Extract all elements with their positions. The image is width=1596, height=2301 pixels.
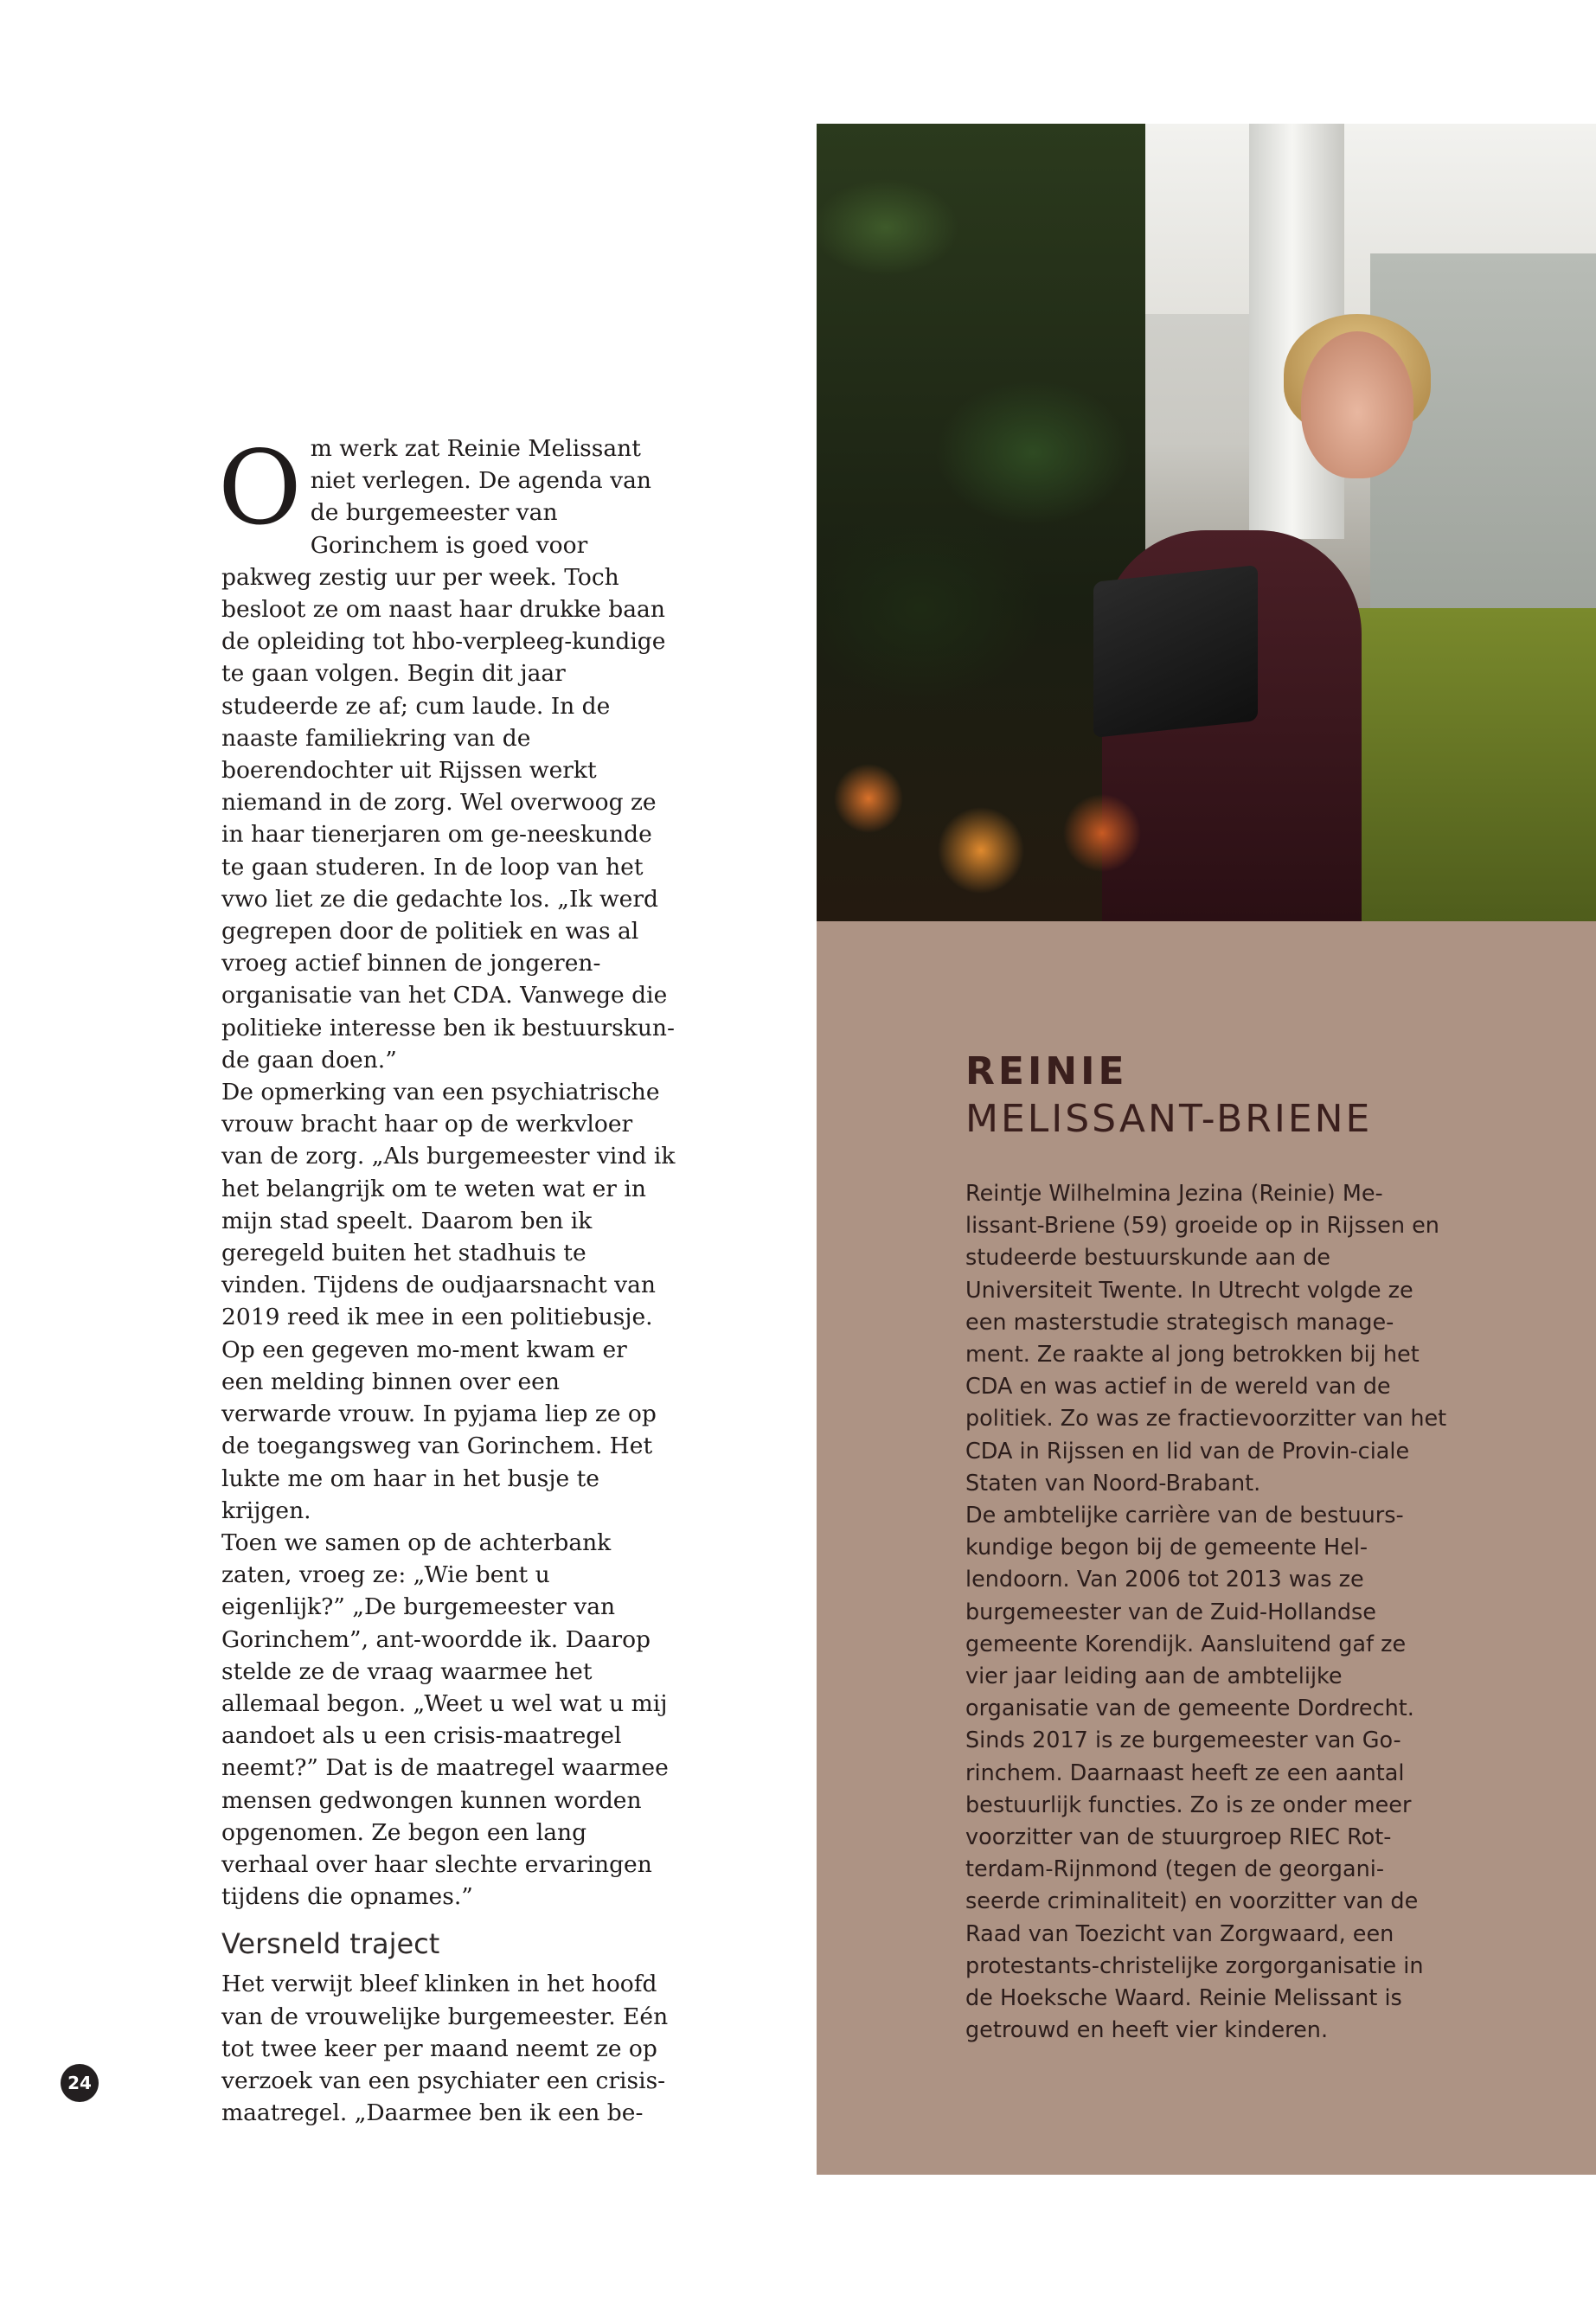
article-lead-paragraph	[218, 428, 676, 1076]
portrait-photo	[817, 124, 1596, 921]
article-subheading: Versneld traject	[221, 1927, 440, 1961]
photo-person-face	[1301, 331, 1413, 478]
photo-flowers	[817, 729, 1180, 921]
bio-last-name: MELISSANT-BRIENE	[965, 1097, 1373, 1141]
article-paragraph-3: Toen we samen op de achterbank zaten, vroeg ze: „Wie bent u eigenlijk?” „De burgemeester van Gorinchem”, ant-woordde ik. Daarop stelde ze de vraag waarmee het allemaal begon. „Weet u wel wat u mij aandoet als u een crisis-maatregel neemt?” Dat is de maatregel waarmee mensen gedwongen kunnen worden opgenomen. Ze begon een lang verhaal over haar slechte ervaringen tijdens die opnames.”	[221, 1529, 669, 1911]
bio-text	[965, 1178, 1450, 2047]
page-number-badge: 24	[61, 2064, 99, 2102]
bio-paragraph-1: Reintje Wilhelmina Jezina (Reinie) Me-lissant-Briene (59) groeide op in Rijssen en studeerde bestuurskunde aan de Universiteit Twente. In Utrecht volgde ze een masterstudie strategisch manage-ment. Ze raakte al jong betrokken bij het CDA en was actief in de wereld van de politiek. Zo was ze fractievoorzitter van het CDA in Rijssen en lid van de Provin-ciale Staten van Noord-Brabant.	[965, 1181, 1447, 1497]
bio-first-name: REINIE	[965, 1049, 1128, 1093]
article-paragraph-1-text: m werk zat Reinie Melissant niet verlegen. De agenda van de burgemeester van Gorinchem is goed voor pakweg zestig uur per week. Toch besloot ze om naast haar drukke baan de opleiding tot hbo-verpleeg-kundige te gaan volgen. Begin dit jaar studeerde ze af; cum laude. In de naaste familiekring van de boerendochter uit Rijssen werkt niemand in de zorg. Wel overwoog ze in haar tienerjaren om ge-neeskunde te gaan studeren. In de loop van het vwo liet ze die gedachte los. „Ik werd gegrepen door de politiek en was al vroeg actief binnen de jongeren-organisatie van het CDA. Vanwege die politieke interesse ben ik bestuurskun-de gaan doen.”	[221, 435, 675, 1074]
drop-cap: O	[218, 428, 302, 548]
photo-tablet	[1093, 565, 1258, 738]
bio-paragraph-2: De ambtelijke carrière van de bestuurs-kundige begon bij de gemeente Hel-lendoorn. Van 2006 tot 2013 was ze burgemeester van de Zuid-Hollandse gemeente Korendijk. Aansluitend gaf ze vier jaar leiding aan de ambtelijke organisatie van de gemeente Dordrecht. Sinds 2017 is ze burgemeester van Go-rinchem. Daarnaast heeft ze een aantal bestuurlijk functies. Zo is ze onder meer voorzitter van de stuurgroep RIEC Rot-terdam-Rijnmond (tegen de georgani-seerde criminaliteit) en voorzitter van de Raad van Toezicht van Zorgwaard, een protestants-christelijke zorgorganisatie in de Hoeksche Waard. Reinie Melissant is getrouwd en heeft vier kinderen.	[965, 1503, 1424, 2044]
article-closing-paragraph: Het verwijt bleef klinken in het hoofd van de vrouwelijke burgemeester. Eén tot twee keer per maand neemt ze op verzoek van een psychiater een crisis-maatregel. „Daarmee ben ik een be-	[221, 1971, 669, 2127]
article-paragraph-2: De opmerking van een psychiatrische vrouw bracht haar op de werkvloer van de zorg. „Als burgemeester vind ik het belangrijk om te weten wat er in mijn stad speelt. Daarom ben ik geregeld buiten het stadhuis te vinden. Tijdens de oudjaarsnacht van 2019 reed ik mee in een politiebusje. Op een gegeven mo-ment kwam er een melding binnen over een verwarde vrouw. In pyjama liep ze op de toegangsweg van Gorinchem. Het lukte me om haar in het busje te krijgen.	[221, 1079, 676, 1524]
bio-box	[817, 921, 1596, 2175]
article-column	[218, 428, 676, 2129]
